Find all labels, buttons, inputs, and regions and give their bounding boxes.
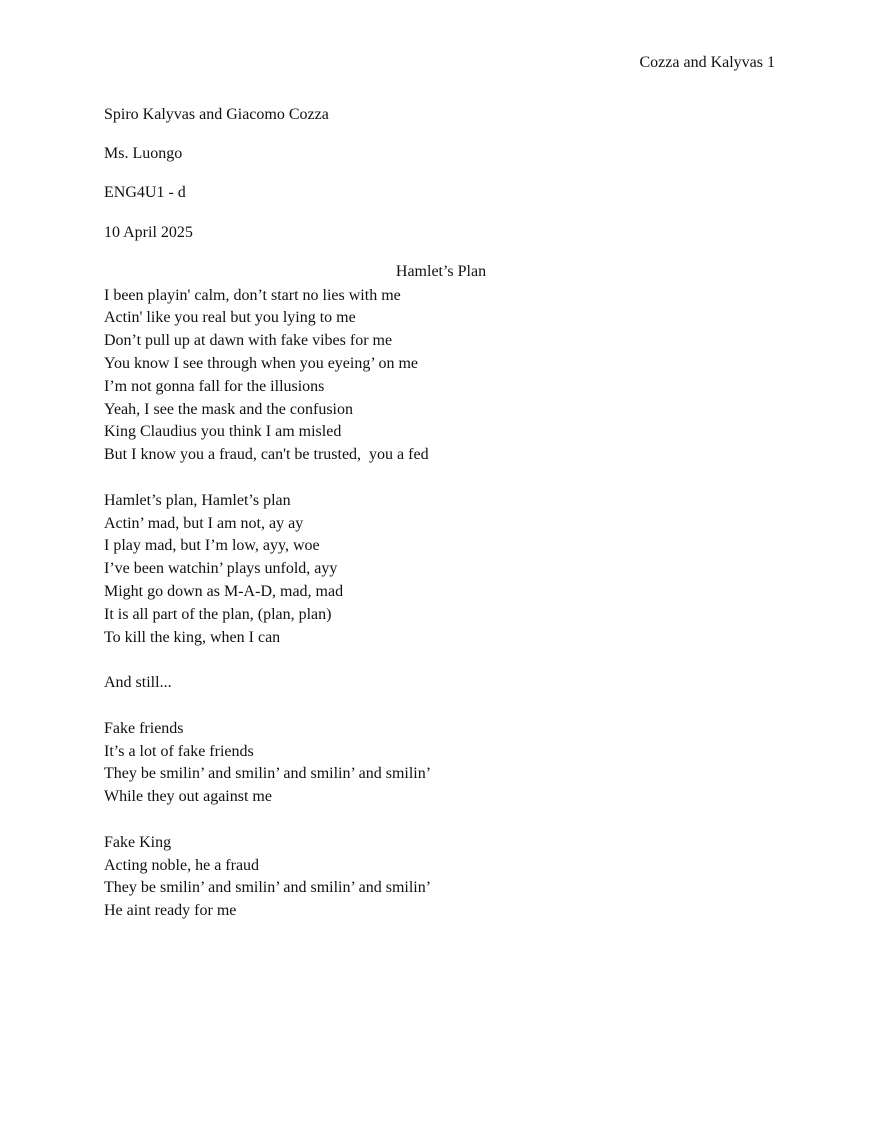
course: ENG4U1 - d (104, 184, 186, 201)
document-title: Hamlet’s Plan (395, 263, 487, 280)
lyric-line: King Claudius you think I am misled (104, 423, 342, 441)
lyric-line: You know I see through when you eyeing’ on me (104, 354, 419, 372)
blank-line (104, 467, 431, 490)
lyric-line: Actin' like you real but you lying to me (104, 309, 356, 327)
lyric-line: I’ve been watchin’ plays unfold, ayy (104, 560, 338, 578)
lyric-line: While they out against me (104, 788, 272, 806)
lyric-line: Actin’ mad, but I am not, ay ay (104, 514, 304, 532)
authors: Spiro Kalyvas and Giacomo Cozza (104, 106, 329, 123)
lyric-line: But I know you a fraud, can't be trusted, you a fed (104, 446, 429, 464)
lyric-line: I been playin' calm, don’t start no lies with me (104, 286, 401, 304)
lyric-line: I’m not gonna fall for the illusions (104, 377, 325, 395)
lyric-line: Yeah, I see the mask and the confusion (104, 400, 353, 418)
lyrics-body (104, 285, 431, 923)
blank-line (104, 809, 431, 832)
lyric-line: Might go down as M-A-D, mad, mad (104, 582, 344, 600)
running-header: Cozza and Kalyvas 1 (639, 54, 775, 71)
lyric-line: I play mad, but I’m low, ayy, woe (104, 537, 320, 555)
blank-line (104, 695, 431, 718)
lyric-line: To kill the king, when I can (104, 628, 281, 646)
teacher: Ms. Luongo (104, 145, 183, 162)
lyric-line: And still... (104, 674, 172, 692)
lyric-line: Fake friends (104, 719, 184, 737)
lyric-line: They be smilin’ and smilin’ and smilin’ and smilin’ (104, 879, 432, 897)
lyric-line: It is all part of the plan, (plan, plan) (104, 605, 332, 623)
date: 10 April 2025 (104, 224, 193, 241)
lyric-line: They be smilin’ and smilin’ and smilin’ and smilin’ (104, 765, 432, 783)
lyric-line: It’s a lot of fake friends (104, 742, 254, 760)
lyric-line: Hamlet’s plan, Hamlet’s plan (104, 491, 291, 509)
lyric-line: Don’t pull up at dawn with fake vibes for me (104, 332, 393, 350)
lyric-line: Acting noble, he a fraud (104, 856, 260, 874)
lyric-line: He aint ready for me (104, 902, 237, 920)
lyric-line: Fake King (104, 833, 172, 851)
blank-line (104, 649, 431, 672)
